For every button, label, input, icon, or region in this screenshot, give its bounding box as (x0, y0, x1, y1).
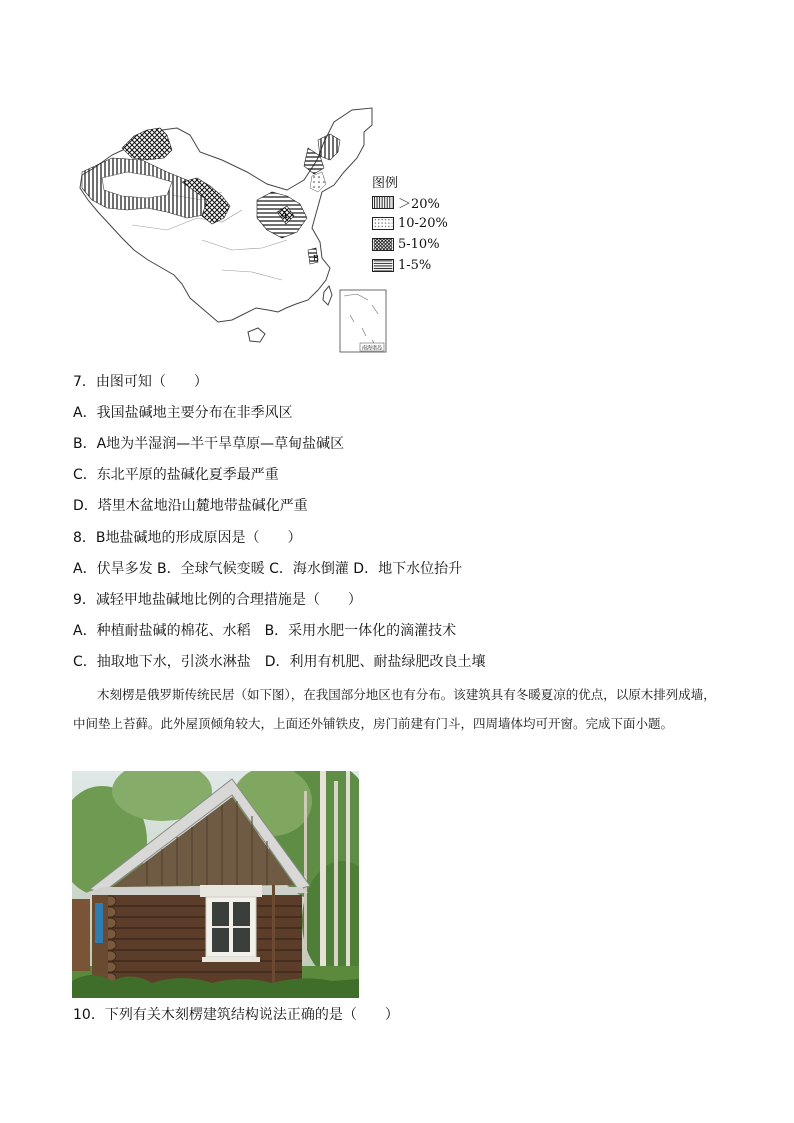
taiwan-island (323, 286, 332, 305)
legend-label: 5-10% (398, 236, 440, 252)
legend-item (372, 214, 448, 232)
pattern-crosshatch-icon (372, 238, 394, 251)
inset-label: 南海诸岛 (362, 345, 383, 352)
question-9-options-line1: A．种植耐盐碱的棉花、水稻 B．采用水肥一体化的滴灌技术 (73, 623, 457, 639)
pattern-vertical-icon (372, 196, 394, 209)
question-7-option-a: A．我国盐碱地主要分布在非季风区 (73, 405, 293, 421)
question-9-options-line2: C．抽取地下水，引淡水淋盐 D．利用有机肥、耐盐绿肥改良土壤 (73, 654, 486, 670)
legend-label: 10-20% (398, 215, 448, 231)
pattern-dots-icon (372, 217, 394, 230)
legend-label: 1-5% (398, 257, 432, 273)
question-10-stem: 10．下列有关木刻楞建筑结构说法正确的是（ ） (73, 1007, 399, 1023)
question-7-stem: 7．由图可知（ ） (73, 374, 208, 390)
question-8-stem: 8．B地盐碱地的形成原因是（ ） (73, 530, 302, 546)
legend-item (372, 256, 431, 274)
hainan-island (248, 328, 265, 342)
intro-paragraph (73, 680, 723, 738)
legend-title: 图例 (372, 176, 399, 191)
south-sea-inset (340, 290, 386, 352)
zone-5-10-north (122, 128, 172, 160)
question-7-option-b: B．A地为半湿润—半干旱草原—草甸盐碱区 (73, 436, 345, 452)
question-7-option-c: C．东北平原的盐碱化夏季最严重 (73, 467, 279, 483)
legend-item (372, 235, 440, 253)
intro-text: 木刻楞是俄罗斯传统民居（如下图），在我国部分地区也有分布。该建筑具有冬暖夏凉的优点，以原木排列成墙，中间垫上苔藓。此外屋顶倾角较大，上面还外铺铁皮，房门前建有门斗，四周墙体均可开窗。完成下面小题。 (73, 687, 716, 731)
question-7-option-d: D．塔里木盆地沿山麓地带盐碱化严重 (73, 498, 308, 514)
legend-label: ＞20% (398, 196, 440, 212)
map-label-a: A (281, 211, 288, 221)
legend-item (372, 193, 440, 211)
log-cabin-photo (72, 771, 359, 998)
question-9-stem: 9．减轻甲地盐碱地比例的合理措施是（ ） (73, 592, 362, 608)
map-label-b: B (313, 254, 319, 263)
pattern-horizontal-icon (372, 259, 394, 272)
question-8-options: A．伏旱多发 B．全球气候变暖 C．海水倒灌 D．地下水位抬升 (73, 561, 463, 577)
